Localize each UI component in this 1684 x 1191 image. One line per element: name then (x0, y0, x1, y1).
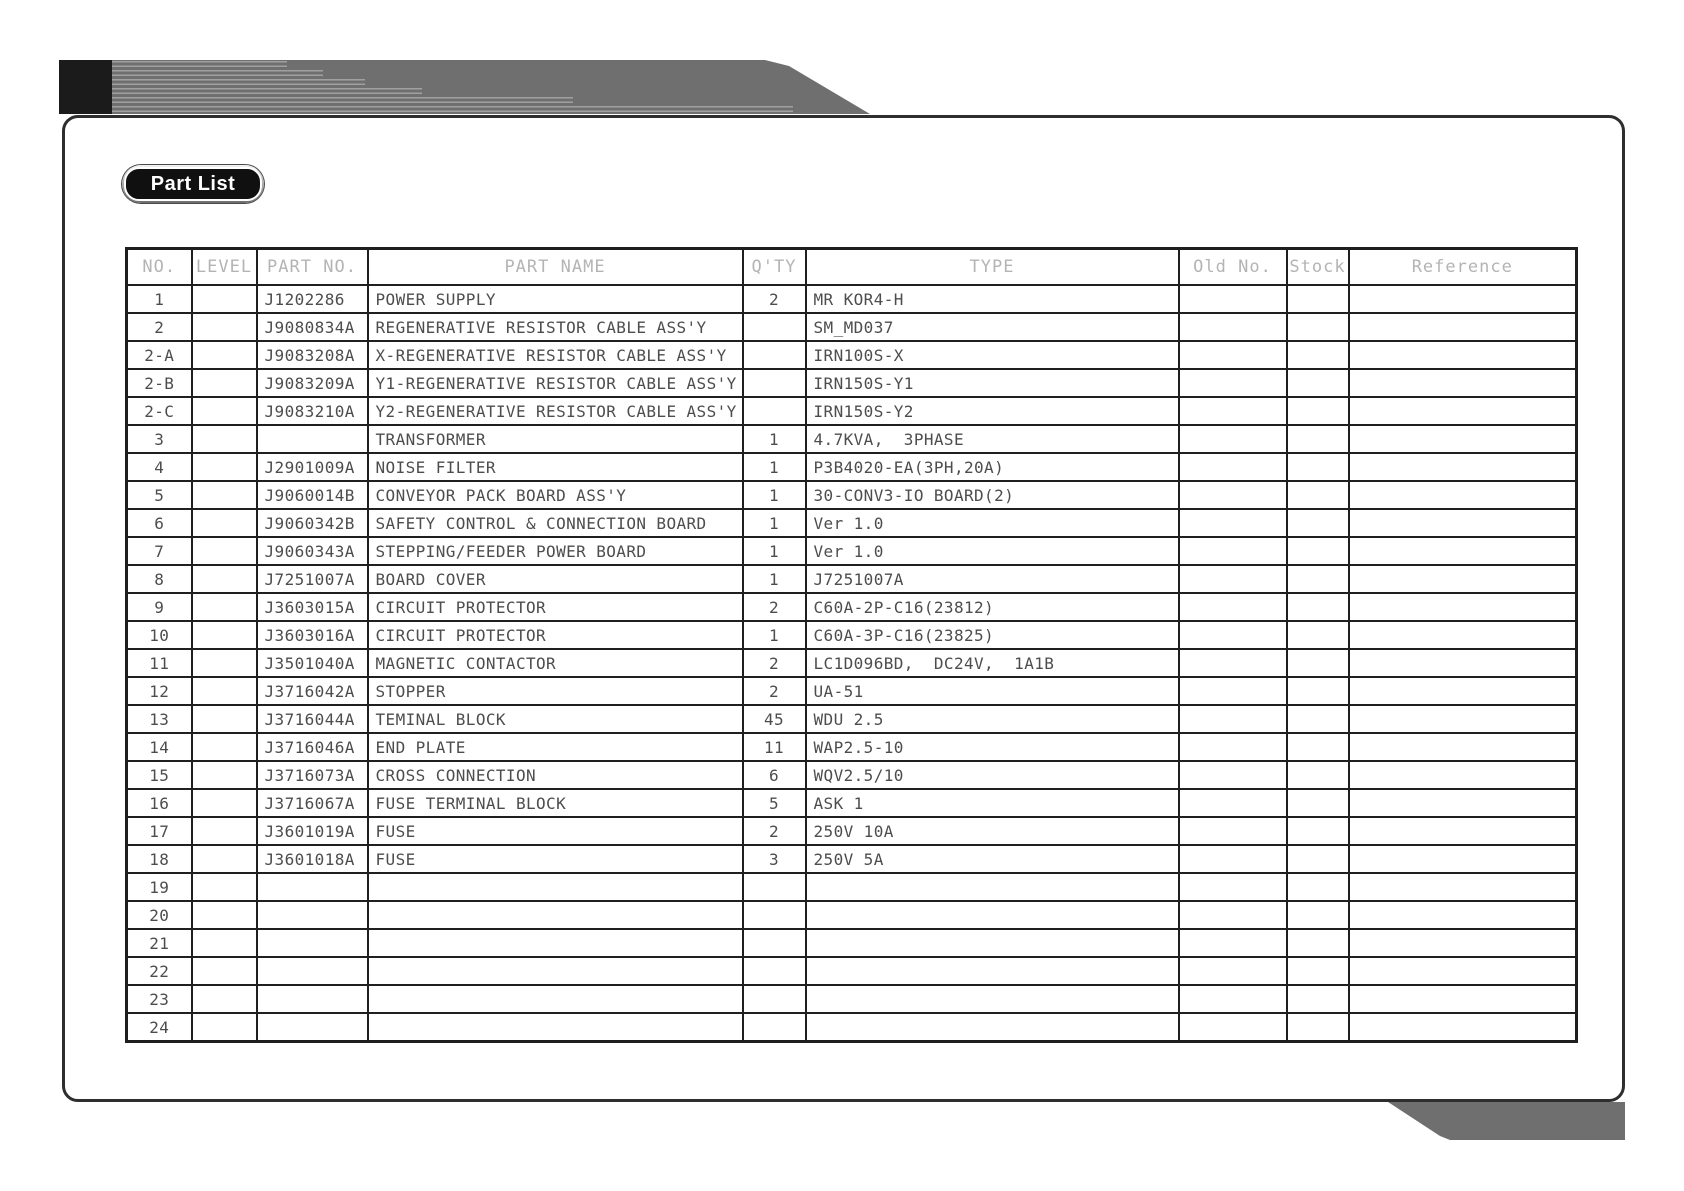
cell-part_name: END PLATE (368, 733, 743, 761)
cell-no: 20 (127, 901, 192, 929)
cell-part_no: J9060342B (257, 509, 368, 537)
cell-level (192, 593, 257, 621)
cell-no: 10 (127, 621, 192, 649)
table-header (127, 249, 1577, 286)
cell-stock (1287, 285, 1349, 313)
cell-level (192, 761, 257, 789)
cell-part_name: STOPPER (368, 677, 743, 705)
cell-old_no (1179, 593, 1287, 621)
cell-stock (1287, 985, 1349, 1013)
cell-level (192, 929, 257, 957)
cell-no: 13 (127, 705, 192, 733)
cell-type (806, 901, 1179, 929)
cell-reference (1349, 509, 1577, 537)
cell-no: 14 (127, 733, 192, 761)
cell-no: 3 (127, 425, 192, 453)
column-header-level: LEVEL (192, 249, 257, 286)
part-list-badge (122, 165, 264, 203)
cell-old_no (1179, 397, 1287, 425)
cell-part_name: MAGNETIC CONTACTOR (368, 649, 743, 677)
cell-level (192, 313, 257, 341)
cell-type: IRN150S-Y2 (806, 397, 1179, 425)
cell-level (192, 481, 257, 509)
column-header-old_no: Old No. (1179, 249, 1287, 286)
table-row (127, 397, 1577, 425)
cell-part_no (257, 985, 368, 1013)
cell-type: IRN100S-X (806, 341, 1179, 369)
cell-stock (1287, 341, 1349, 369)
cell-qty: 11 (743, 733, 806, 761)
cell-type: J7251007A (806, 565, 1179, 593)
cell-qty: 5 (743, 789, 806, 817)
cell-qty (743, 985, 806, 1013)
cell-qty (743, 901, 806, 929)
cell-reference (1349, 621, 1577, 649)
cell-old_no (1179, 929, 1287, 957)
cell-stock (1287, 873, 1349, 901)
column-header-no: NO. (127, 249, 192, 286)
cell-part_name (368, 1013, 743, 1042)
cell-no: 2-C (127, 397, 192, 425)
cell-old_no (1179, 985, 1287, 1013)
column-header-qty: Q'TY (743, 249, 806, 286)
cell-type: 4.7KVA, 3PHASE (806, 425, 1179, 453)
cell-old_no (1179, 425, 1287, 453)
cell-qty: 1 (743, 509, 806, 537)
cell-part_name (368, 901, 743, 929)
cell-old_no (1179, 565, 1287, 593)
cell-level (192, 565, 257, 593)
cell-reference (1349, 929, 1577, 957)
cell-reference (1349, 285, 1577, 313)
cell-level (192, 649, 257, 677)
cell-part_no: J9080834A (257, 313, 368, 341)
cell-old_no (1179, 845, 1287, 873)
cell-type: WDU 2.5 (806, 705, 1179, 733)
cell-no: 11 (127, 649, 192, 677)
cell-level (192, 425, 257, 453)
cell-no: 23 (127, 985, 192, 1013)
table-row (127, 369, 1577, 397)
cell-qty: 1 (743, 481, 806, 509)
cell-part_name: CIRCUIT PROTECTOR (368, 621, 743, 649)
cell-qty: 2 (743, 817, 806, 845)
cell-qty: 2 (743, 649, 806, 677)
cell-part_no: J3601018A (257, 845, 368, 873)
cell-part_name: Y1-REGENERATIVE RESISTOR CABLE ASS'Y (368, 369, 743, 397)
cell-part_name: X-REGENERATIVE RESISTOR CABLE ASS'Y (368, 341, 743, 369)
cell-level (192, 1013, 257, 1042)
cell-part_no: J3601019A (257, 817, 368, 845)
cell-part_no: J9083209A (257, 369, 368, 397)
cell-part_name: CONVEYOR PACK BOARD ASS'Y (368, 481, 743, 509)
column-header-part_no: PART NO. (257, 249, 368, 286)
cell-part_no (257, 425, 368, 453)
cell-part_no (257, 901, 368, 929)
cell-no: 4 (127, 453, 192, 481)
cell-level (192, 397, 257, 425)
cell-qty: 2 (743, 285, 806, 313)
cell-stock (1287, 705, 1349, 733)
cell-qty: 45 (743, 705, 806, 733)
cell-part_name: FUSE (368, 817, 743, 845)
table-row (127, 649, 1577, 677)
cell-level (192, 789, 257, 817)
cell-reference (1349, 481, 1577, 509)
cell-stock (1287, 1013, 1349, 1042)
cell-type: WQV2.5/10 (806, 761, 1179, 789)
cell-reference (1349, 369, 1577, 397)
cell-old_no (1179, 285, 1287, 313)
cell-stock (1287, 789, 1349, 817)
cell-part_name: CROSS CONNECTION (368, 761, 743, 789)
cell-qty: 1 (743, 621, 806, 649)
cell-no: 18 (127, 845, 192, 873)
part-list-badge-frame (124, 167, 262, 201)
cell-old_no (1179, 509, 1287, 537)
cell-part_no: J3716044A (257, 705, 368, 733)
cell-old_no (1179, 341, 1287, 369)
cell-type: C60A-3P-C16(23825) (806, 621, 1179, 649)
cell-stock (1287, 481, 1349, 509)
header-banner (59, 60, 870, 114)
cell-part_no: J9060014B (257, 481, 368, 509)
cell-type: Ver 1.0 (806, 537, 1179, 565)
cell-reference (1349, 425, 1577, 453)
cell-reference (1349, 761, 1577, 789)
cell-part_no: J3716046A (257, 733, 368, 761)
cell-old_no (1179, 1013, 1287, 1042)
cell-level (192, 677, 257, 705)
cell-stock (1287, 537, 1349, 565)
cell-old_no (1179, 453, 1287, 481)
cell-part_name (368, 957, 743, 985)
cell-no: 22 (127, 957, 192, 985)
table-row (127, 313, 1577, 341)
cell-old_no (1179, 789, 1287, 817)
cell-reference (1349, 453, 1577, 481)
column-header-type: TYPE (806, 249, 1179, 286)
cell-part_name (368, 873, 743, 901)
cell-type: 250V 5A (806, 845, 1179, 873)
cell-qty: 1 (743, 453, 806, 481)
cell-no: 2-A (127, 341, 192, 369)
table-row (127, 789, 1577, 817)
cell-stock (1287, 817, 1349, 845)
cell-part_no: J9083208A (257, 341, 368, 369)
table-row (127, 1013, 1577, 1042)
table-row (127, 761, 1577, 789)
cell-level (192, 509, 257, 537)
banner-stripe (59, 106, 793, 115)
cell-part_no (257, 873, 368, 901)
cell-type: Ver 1.0 (806, 509, 1179, 537)
cell-qty: 6 (743, 761, 806, 789)
table-row (127, 705, 1577, 733)
cell-old_no (1179, 817, 1287, 845)
cell-type: MR KOR4-H (806, 285, 1179, 313)
cell-type: C60A-2P-C16(23812) (806, 593, 1179, 621)
cell-no: 8 (127, 565, 192, 593)
cell-old_no (1179, 369, 1287, 397)
cell-no: 16 (127, 789, 192, 817)
cell-part_no: J3603015A (257, 593, 368, 621)
cell-type: SM_MD037 (806, 313, 1179, 341)
cell-stock (1287, 453, 1349, 481)
table-row (127, 425, 1577, 453)
cell-stock (1287, 929, 1349, 957)
cell-stock (1287, 425, 1349, 453)
cell-part_name: TRANSFORMER (368, 425, 743, 453)
cell-qty (743, 313, 806, 341)
cell-reference (1349, 341, 1577, 369)
cell-reference (1349, 397, 1577, 425)
cell-no: 2 (127, 313, 192, 341)
cell-level (192, 453, 257, 481)
cell-type (806, 929, 1179, 957)
cell-part_no: J2901009A (257, 453, 368, 481)
cell-part_no (257, 1013, 368, 1042)
cell-qty: 1 (743, 565, 806, 593)
table-row (127, 621, 1577, 649)
cell-type: ASK 1 (806, 789, 1179, 817)
cell-level (192, 845, 257, 873)
cell-part_no: J3716042A (257, 677, 368, 705)
cell-reference (1349, 705, 1577, 733)
cell-qty: 1 (743, 425, 806, 453)
cell-reference (1349, 901, 1577, 929)
cell-stock (1287, 901, 1349, 929)
cell-qty: 2 (743, 593, 806, 621)
table-row (127, 481, 1577, 509)
cell-old_no (1179, 677, 1287, 705)
column-header-stock: Stock (1287, 249, 1349, 286)
cell-part_no: J3716073A (257, 761, 368, 789)
cell-part_name: SAFETY CONTROL & CONNECTION BOARD (368, 509, 743, 537)
table-row (127, 817, 1577, 845)
cell-no: 6 (127, 509, 192, 537)
cell-part_name (368, 985, 743, 1013)
cell-old_no (1179, 957, 1287, 985)
cell-part_no: J3716067A (257, 789, 368, 817)
table-row (127, 453, 1577, 481)
cell-qty (743, 1013, 806, 1042)
cell-no: 12 (127, 677, 192, 705)
cell-part_no: J1202286 (257, 285, 368, 313)
table-row (127, 901, 1577, 929)
cell-reference (1349, 649, 1577, 677)
cell-stock (1287, 621, 1349, 649)
cell-level (192, 733, 257, 761)
cell-part_no: J3603016A (257, 621, 368, 649)
cell-reference (1349, 593, 1577, 621)
bottom-right-tab (1388, 1102, 1625, 1140)
table-row (127, 341, 1577, 369)
cell-level (192, 957, 257, 985)
cell-part_name: STEPPING/FEEDER POWER BOARD (368, 537, 743, 565)
cell-stock (1287, 313, 1349, 341)
cell-no: 17 (127, 817, 192, 845)
table-row (127, 929, 1577, 957)
cell-no: 7 (127, 537, 192, 565)
cell-part_name: NOISE FILTER (368, 453, 743, 481)
cell-stock (1287, 593, 1349, 621)
cell-type: 30-CONV3-IO BOARD(2) (806, 481, 1179, 509)
cell-old_no (1179, 313, 1287, 341)
cell-reference (1349, 985, 1577, 1013)
cell-reference (1349, 565, 1577, 593)
cell-part_name: TEMINAL BLOCK (368, 705, 743, 733)
cell-part_no (257, 957, 368, 985)
cell-no: 9 (127, 593, 192, 621)
cell-no: 24 (127, 1013, 192, 1042)
table-row (127, 985, 1577, 1013)
table-row (127, 537, 1577, 565)
table-row (127, 593, 1577, 621)
cell-level (192, 705, 257, 733)
cell-type (806, 873, 1179, 901)
cell-qty (743, 341, 806, 369)
table-row (127, 285, 1577, 313)
cell-stock (1287, 733, 1349, 761)
cell-no: 1 (127, 285, 192, 313)
cell-old_no (1179, 705, 1287, 733)
table-row (127, 565, 1577, 593)
cell-part_no (257, 929, 368, 957)
cell-old_no (1179, 537, 1287, 565)
cell-type: UA-51 (806, 677, 1179, 705)
cell-stock (1287, 957, 1349, 985)
cell-no: 19 (127, 873, 192, 901)
cell-stock (1287, 845, 1349, 873)
parts-table (125, 247, 1578, 1043)
cell-part_name: POWER SUPPLY (368, 285, 743, 313)
cell-no: 15 (127, 761, 192, 789)
cell-type: P3B4020-EA(3PH,20A) (806, 453, 1179, 481)
cell-part_no: J9060343A (257, 537, 368, 565)
cell-qty (743, 369, 806, 397)
cell-level (192, 285, 257, 313)
table-row (127, 677, 1577, 705)
cell-level (192, 901, 257, 929)
cell-level (192, 817, 257, 845)
cell-type: IRN150S-Y1 (806, 369, 1179, 397)
cell-qty (743, 929, 806, 957)
cell-level (192, 341, 257, 369)
column-header-part_name: PART NAME (368, 249, 743, 286)
cell-stock (1287, 397, 1349, 425)
cell-reference (1349, 733, 1577, 761)
cell-stock (1287, 369, 1349, 397)
cell-reference (1349, 957, 1577, 985)
cell-no: 21 (127, 929, 192, 957)
cell-part_no: J3501040A (257, 649, 368, 677)
cell-part_name: FUSE TERMINAL BLOCK (368, 789, 743, 817)
cell-level (192, 369, 257, 397)
column-header-reference: Reference (1349, 249, 1577, 286)
table-row (127, 873, 1577, 901)
cell-part_name (368, 929, 743, 957)
cell-reference (1349, 677, 1577, 705)
cell-stock (1287, 565, 1349, 593)
cell-part_no: J9083210A (257, 397, 368, 425)
cell-old_no (1179, 901, 1287, 929)
cell-reference (1349, 873, 1577, 901)
cell-qty: 3 (743, 845, 806, 873)
cell-type (806, 957, 1179, 985)
cell-stock (1287, 761, 1349, 789)
cell-part_name: Y2-REGENERATIVE RESISTOR CABLE ASS'Y (368, 397, 743, 425)
cell-type: 250V 10A (806, 817, 1179, 845)
part-list-badge-label: Part List (150, 172, 236, 195)
cell-qty: 2 (743, 677, 806, 705)
cell-type (806, 1013, 1179, 1042)
cell-qty (743, 397, 806, 425)
cell-reference (1349, 313, 1577, 341)
banner-corner-block (59, 60, 112, 114)
cell-part_no: J7251007A (257, 565, 368, 593)
cell-old_no (1179, 621, 1287, 649)
cell-old_no (1179, 761, 1287, 789)
cell-level (192, 621, 257, 649)
table-row (127, 733, 1577, 761)
cell-type (806, 985, 1179, 1013)
table-body (127, 285, 1577, 1042)
cell-qty: 1 (743, 537, 806, 565)
cell-old_no (1179, 873, 1287, 901)
banner-stripe (59, 88, 422, 97)
cell-old_no (1179, 649, 1287, 677)
cell-reference (1349, 817, 1577, 845)
cell-qty (743, 873, 806, 901)
banner-stripe (59, 97, 573, 106)
cell-level (192, 873, 257, 901)
cell-part_name: CIRCUIT PROTECTOR (368, 593, 743, 621)
cell-level (192, 537, 257, 565)
cell-old_no (1179, 733, 1287, 761)
cell-reference (1349, 789, 1577, 817)
cell-stock (1287, 649, 1349, 677)
cell-qty (743, 957, 806, 985)
cell-reference (1349, 1013, 1577, 1042)
cell-part_name: REGENERATIVE RESISTOR CABLE ASS'Y (368, 313, 743, 341)
cell-old_no (1179, 481, 1287, 509)
cell-part_name: BOARD COVER (368, 565, 743, 593)
cell-reference (1349, 845, 1577, 873)
cell-part_name: FUSE (368, 845, 743, 873)
cell-type: LC1D096BD, DC24V, 1A1B (806, 649, 1179, 677)
table-header-row (127, 249, 1577, 286)
table-row (127, 509, 1577, 537)
cell-no: 2-B (127, 369, 192, 397)
table-row (127, 845, 1577, 873)
table-row (127, 957, 1577, 985)
cell-level (192, 985, 257, 1013)
cell-reference (1349, 537, 1577, 565)
cell-type: WAP2.5-10 (806, 733, 1179, 761)
cell-no: 5 (127, 481, 192, 509)
cell-stock (1287, 677, 1349, 705)
cell-stock (1287, 509, 1349, 537)
